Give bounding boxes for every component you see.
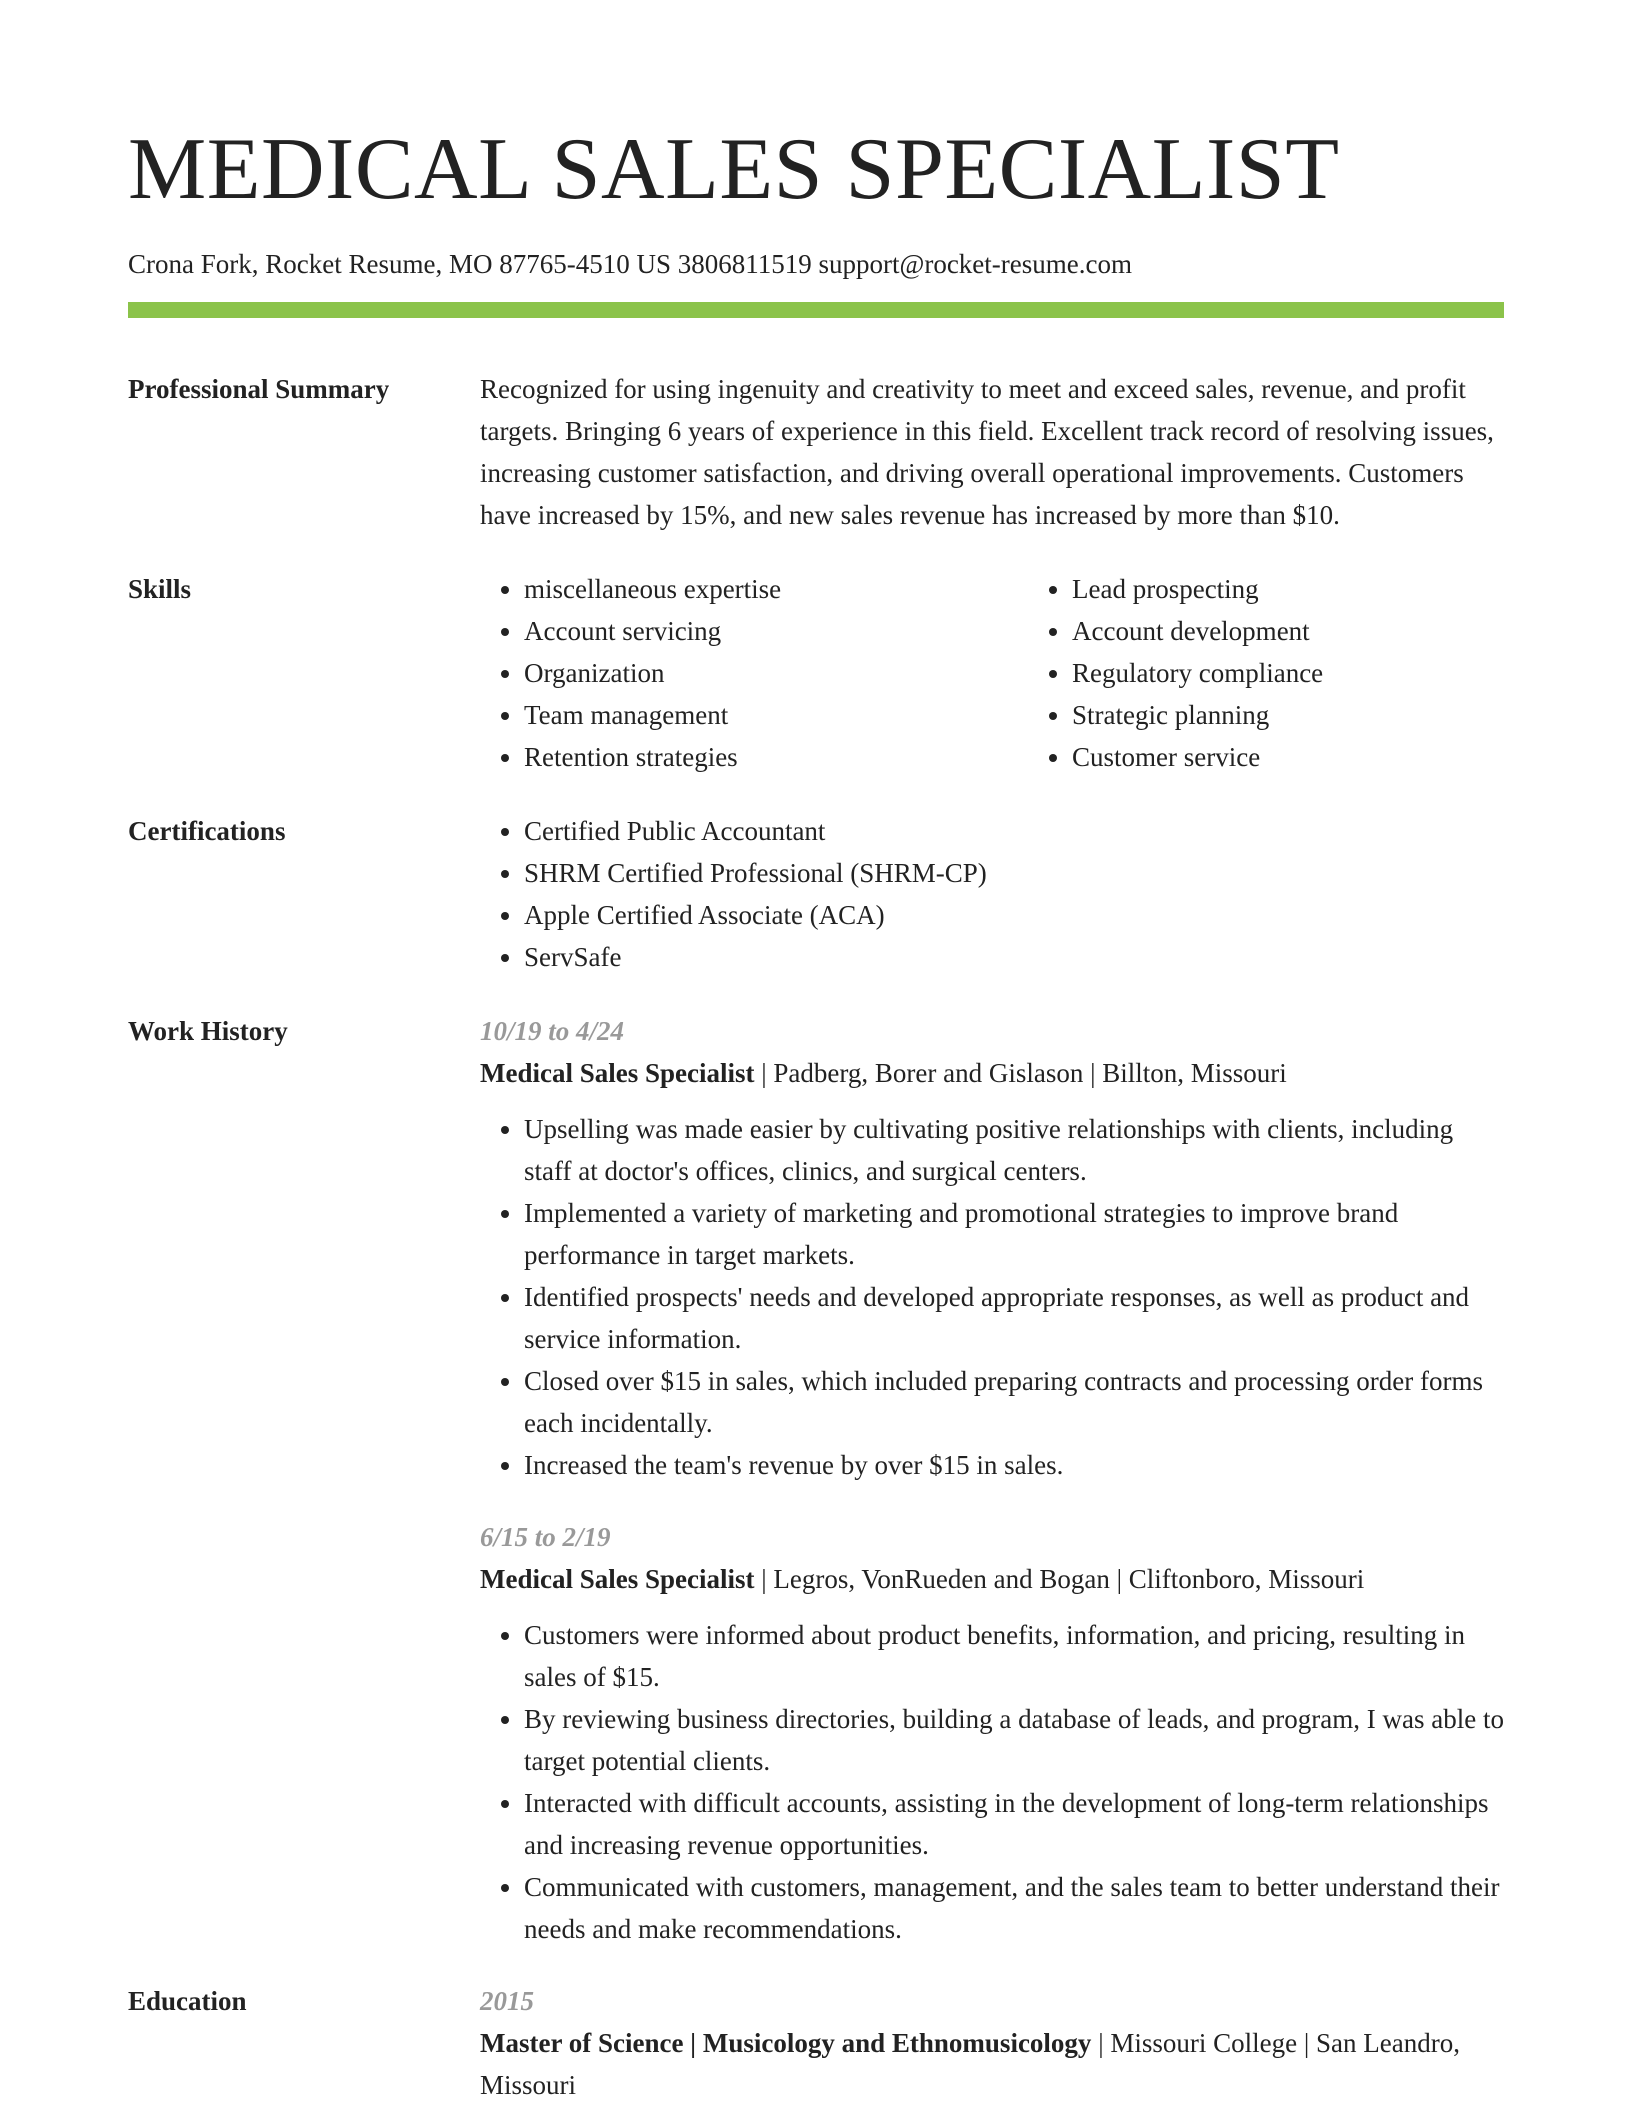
job-bullet: • Increased the team's revenue by over $15 in sales.	[524, 1444, 1504, 1486]
summary-text: Recognized for using ingenuity and creativity to meet and exceed sales, revenue, and profit targets. Bringing 6 years of experience in this field. Excellent track record of resolving issues, increasing customer satisfaction, and driving overall operational improvements. Customers have increased by 15%, and new sales revenue has increased by more than $10.	[480, 374, 1494, 530]
skills-section	[128, 568, 1504, 778]
job-title: Medical Sales Specialist	[480, 1564, 755, 1594]
job-bullet: • Identified prospects' needs and developed appropriate responses, as well as product and service information.	[524, 1276, 1504, 1360]
skill-item: • Account servicing	[524, 610, 1028, 652]
certifications-section	[128, 810, 1504, 978]
skills-heading: Skills	[128, 574, 192, 604]
job-entry	[480, 1010, 1504, 1486]
job-role-line	[480, 1558, 1504, 1600]
certification-item: • Certified Public Accountant	[524, 810, 1504, 852]
job-bullet: • Closed over $15 in sales, which included preparing contracts and processing order forms each incidentally.	[524, 1360, 1504, 1444]
job-entry	[480, 1516, 1504, 1950]
work-history-heading: Work History	[128, 1016, 288, 1046]
resume-page	[128, 0, 1504, 2106]
job-title: Medical Sales Specialist	[480, 1058, 755, 1088]
skill-item: • Organization	[524, 652, 1028, 694]
education-school: | Missouri College | San Leandro, Missouri	[480, 2028, 1460, 2100]
job-employer: | Padberg, Borer and Gislason | Billton, Missouri	[754, 1058, 1287, 1088]
contact-email: support@rocket-resume.com	[818, 249, 1132, 279]
job-bullets	[480, 1108, 1504, 1486]
job-bullet: • Interacted with difficult accounts, assisting in the development of long-term relationships and increasing revenue opportunities.	[524, 1782, 1504, 1866]
job-bullets	[480, 1614, 1504, 1950]
skill-item: • Customer service	[1072, 736, 1576, 778]
summary-section	[128, 368, 1504, 536]
certifications-list	[480, 810, 1504, 978]
certifications-heading: Certifications	[128, 816, 286, 846]
job-bullet: • Implemented a variety of marketing and promotional strategies to improve brand performance in target markets.	[524, 1192, 1504, 1276]
skills-list-left	[480, 568, 1028, 778]
certification-item: • ServSafe	[524, 936, 1504, 978]
skills-list-right	[1028, 568, 1576, 778]
job-bullet: • Customers were informed about product benefits, information, and pricing, resulting in sales of $15.	[524, 1614, 1504, 1698]
job-employer: | Legros, VonRueden and Bogan | Cliftonboro, Missouri	[754, 1564, 1365, 1594]
education-date: 2015	[480, 1986, 534, 2016]
education-line	[480, 2022, 1504, 2106]
job-dates: 6/15 to 2/19	[480, 1522, 611, 1552]
job-role-line	[480, 1052, 1504, 1094]
contact-address: Crona Fork, Rocket Resume, MO 87765-4510 US	[128, 249, 671, 279]
certification-item: • Apple Certified Associate (ACA)	[524, 894, 1504, 936]
skill-item: • miscellaneous expertise	[524, 568, 1028, 610]
contact-phone: 3806811519	[677, 249, 812, 279]
skill-item: • Retention strategies	[524, 736, 1028, 778]
accent-divider	[128, 302, 1504, 318]
education-heading: Education	[128, 1986, 247, 2016]
contact-line	[128, 248, 1504, 280]
skill-item: • Account development	[1072, 610, 1576, 652]
resume-title: MEDICAL SALES SPECIALIST	[128, 121, 1340, 218]
skill-item: • Regulatory compliance	[1072, 652, 1576, 694]
skill-item: • Team management	[524, 694, 1028, 736]
job-bullet: • By reviewing business directories, building a database of leads, and program, I was able to target potential clients.	[524, 1698, 1504, 1782]
job-bullet: • Communicated with customers, management, and the sales team to better understand their needs and make recommendations.	[524, 1866, 1504, 1950]
job-dates: 10/19 to 4/24	[480, 1016, 625, 1046]
summary-heading: Professional Summary	[128, 374, 390, 404]
education-degree: Master of Science | Musicology and Ethnomusicology	[480, 2028, 1092, 2058]
skill-item: • Strategic planning	[1072, 694, 1576, 736]
job-bullet: • Upselling was made easier by cultivating positive relationships with clients, including staff at doctor's offices, clinics, and surgical centers.	[524, 1108, 1504, 1192]
certification-item: • SHRM Certified Professional (SHRM-CP)	[524, 852, 1504, 894]
education-section	[128, 1980, 1504, 2106]
work-history-section	[128, 1010, 1504, 1950]
skill-item: • Lead prospecting	[1072, 568, 1576, 610]
